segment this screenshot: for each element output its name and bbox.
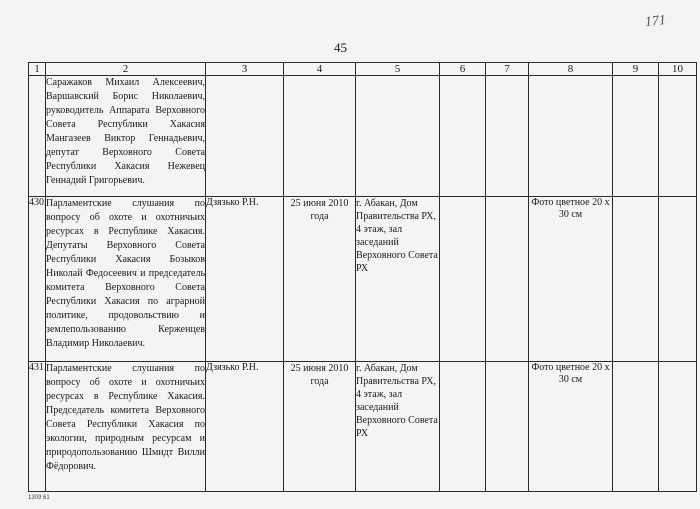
entry-date: 25 июня 2010 года: [284, 362, 356, 492]
entry-place: г. Абакан, Дом Правительства РХ, 4 этаж, зал заседаний Верховного Совета РХ: [356, 197, 440, 362]
column-header: 1: [29, 63, 46, 76]
entry-col6: [440, 197, 486, 362]
archive-stamp: 1309 61: [28, 495, 50, 501]
entry-date: 25 июня 2010 года: [284, 197, 356, 362]
entry-col9: [613, 197, 659, 362]
column-number-row: [29, 63, 697, 76]
entry-number: [29, 76, 46, 197]
archive-sheet-mark: 171: [644, 12, 667, 31]
entry-place: г. Абакан, Дом Правительства РХ, 4 этаж, зал заседаний Верховного Совета РХ: [356, 362, 440, 492]
entry-place: [356, 76, 440, 197]
column-header: 2: [46, 63, 206, 76]
photo-registry-table: [28, 62, 697, 492]
entry-description: Саражаков Михаил Алексеевич, Варшавский Борис Николаевич, руководитель Аппарата Верховного Совета Республики Хакасия Мангазеев Виктор Геннадьевич, депутат Верховного Совета Республики Хакасия Нежевец Геннадий Григорьевич.: [46, 76, 206, 197]
table-row: [29, 76, 697, 197]
column-header: 3: [206, 63, 284, 76]
entry-col10: [659, 197, 697, 362]
entry-col9: [613, 362, 659, 492]
entry-col10: [659, 76, 697, 197]
entry-col6: [440, 362, 486, 492]
entry-format: [529, 76, 613, 197]
column-header: 10: [659, 63, 697, 76]
column-header: 9: [613, 63, 659, 76]
entry-col9: [613, 76, 659, 197]
entry-col6: [440, 76, 486, 197]
entry-col10: [659, 362, 697, 492]
entry-col7: [486, 197, 529, 362]
table-row: [29, 197, 697, 362]
entry-description: Парламентские слушания по вопросу об охоте и охотничьих ресурсах в Республике Хакасия. Председатель комитета Верховного Совета Республики Хакасия по экологии, природным ресурсам и природопользованию Шмидт Вилли Фёдорович.: [46, 362, 206, 492]
entry-number: 430.: [29, 197, 46, 362]
page-number: 45: [334, 40, 347, 55]
entry-format: Фото цветное 20 х 30 см: [529, 362, 613, 492]
column-header: 4: [284, 63, 356, 76]
entry-author: [206, 76, 284, 197]
entry-col7: [486, 362, 529, 492]
entry-number: 431.: [29, 362, 46, 492]
entry-author: Дзязько Р.Н.: [206, 362, 284, 492]
entry-author: Дзязько Р.Н.: [206, 197, 284, 362]
entry-date: [284, 76, 356, 197]
entry-col7: [486, 76, 529, 197]
table-row: [29, 362, 697, 492]
entry-format: Фото цветное 20 х 30 см: [529, 197, 613, 362]
entry-description: Парламентские слушания по вопросу об охоте и охотничьих ресурсах в Республике Хакасия. Депутаты Верховного Совета Республики Хакасия Бозыков Николай Федосеевич и председатель комитета Верховного Совета Республики Хакасия по аграрной политике, продовольствию и землепользованию Керженцев Владимир Николаевич.: [46, 197, 206, 362]
column-header: 5: [356, 63, 440, 76]
column-header: 6: [440, 63, 486, 76]
column-header: 8: [529, 63, 613, 76]
column-header: 7: [486, 63, 529, 76]
